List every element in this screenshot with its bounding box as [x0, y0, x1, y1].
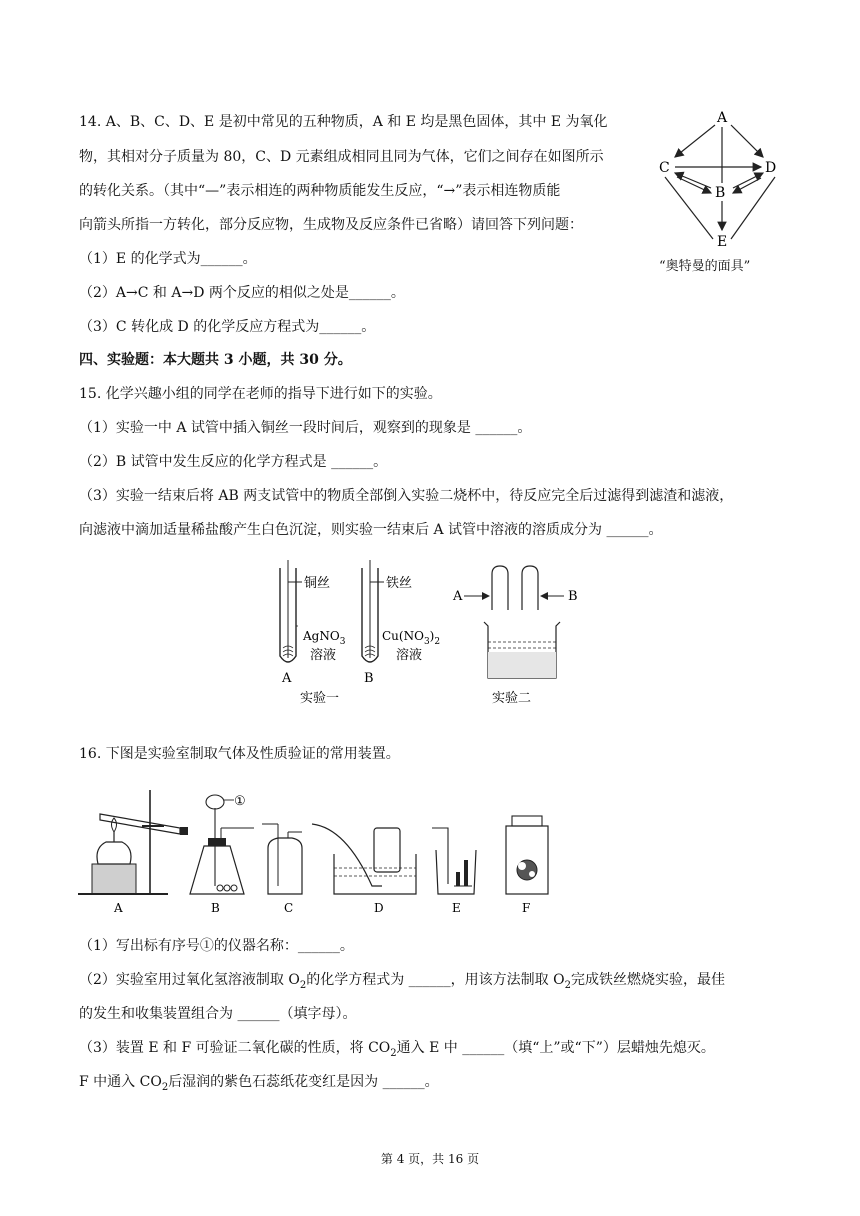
page-footer: 第 4 页，共 16 页 [380, 1152, 480, 1166]
cuno3-sub2: 2 [434, 637, 441, 647]
svg-text:AgNO3 [302, 629, 346, 647]
apparatus-f-label: F [522, 901, 531, 915]
apparatus-a-label: A [114, 901, 123, 915]
q15-question-2: （2）B 试管中发生反应的化学方程式是 ______。 [79, 454, 388, 470]
agno3-sub: 3 [339, 637, 346, 647]
subscript-2: 2 [564, 979, 571, 991]
node-e: E [717, 234, 728, 250]
q14-relation-diagram [655, 105, 795, 285]
apparatus-e-label: E [452, 901, 461, 915]
arrow-b-label: B [568, 589, 578, 604]
q16-q2-part-b: 的化学方程式为 ______，用该方法制取 O [306, 972, 565, 988]
arrow-a-label: A [453, 589, 463, 604]
q14-line-2: 物，其相对分子质量为 80，C、D 元素组成相同且同为气体，它们之间存在如图所示 [79, 149, 604, 165]
q16-question-2-cont: 的发生和收集装置组合为 ______（填字母）。 [79, 1006, 357, 1022]
diagram-caption: “奥特曼的面具” [659, 259, 751, 274]
q14-line-1: 14. A、B、C、D、E 是初中常见的五种物质，A 和 E 均是黑色固体，其中 E 为氧化 [79, 114, 608, 130]
q16-q3-part-d: 后湿润的紫色石蕊纸花变红是因为 ______。 [168, 1074, 439, 1090]
node-a: A [717, 110, 728, 126]
apparatus-d-label: D [374, 901, 384, 915]
node-d: D [765, 160, 777, 176]
q16-q3-part-b: 通入 E 中 ______（填“上”或“下”）层蜡烛先熄灭。 [396, 1040, 715, 1056]
experiment-2-label: 实验二 [492, 691, 532, 706]
q16-q3-part-a: （3）装置 E 和 F 可验证二氧化碳的性质，将 CO [79, 1040, 391, 1056]
tube-b-label: B [364, 671, 374, 686]
subscript-2: 2 [390, 1047, 397, 1059]
apparatus-b-label: B [211, 901, 220, 915]
q15-experiment-figure [270, 560, 600, 710]
q14-line-3: 的转化关系。（其中“—”表示相连的两种物质能发生反应，“→”表示相连物质能 [79, 183, 561, 199]
q15-question-1: （1）实验一中 A 试管中插入铜丝一段时间后，观察到的现象是 ______。 [79, 420, 532, 436]
solution-a-label: 溶液 [310, 648, 337, 663]
q14-question-1: （1）E 的化学式为______。 [79, 251, 257, 267]
q16-apparatus-figure [76, 788, 566, 918]
q16-q3-part-c: F 中通入 CO [79, 1074, 162, 1090]
q15-intro: 15. 化学兴趣小组的同学在老师的指导下进行如下的实验。 [79, 386, 442, 402]
apparatus-c-label: C [284, 901, 294, 915]
q15-question-3: （3）实验一结束后将 AB 两支试管中的物质全部倒入实验二烧杯中，待反应完全后过滤得到滤渣和滤液， [79, 488, 734, 504]
copper-wire-label: 铜丝 [304, 576, 331, 591]
q16-question-1: （1）写出标有序号①的仪器名称：______。 [79, 938, 354, 954]
section-heading: 四、实验题：本大题共 3 小题，共 30 分。 [79, 352, 352, 368]
q14-line-4: 向箭头所指一方转化，部分反应物，生成物及反应条件已省略）请回答下列问题： [79, 217, 583, 233]
subscript-2: 2 [161, 1081, 169, 1093]
cuno3-sub1: 3 [423, 637, 430, 647]
q14-question-2: （2）A→C 和 A→D 两个反应的相似之处是______。 [79, 285, 405, 301]
agno3-label: AgNO [303, 629, 340, 643]
node-c: C [659, 160, 670, 176]
cuno3-label: Cu(NO [382, 629, 424, 643]
experiment-1-label: 实验一 [300, 691, 340, 706]
iron-wire-label: 铁丝 [386, 576, 413, 591]
tube-a-label: A [282, 671, 292, 686]
cuno3-close: ) [429, 629, 435, 643]
q14-question-3: （3）C 转化成 D 的化学反应方程式为______。 [79, 319, 376, 335]
subscript-2: 2 [299, 979, 307, 991]
solution-b-label: 溶液 [396, 648, 423, 663]
q15-question-3-cont: 向滤液中滴加适量稀盐酸产生白色沉淀，则实验一结束后 A 试管中溶液的溶质成分为 ______。 [79, 522, 663, 538]
q16-question-2 [79, 970, 725, 996]
q16-intro: 16. 下图是实验室制取气体及性质验证的常用装置。 [79, 746, 400, 762]
q16-q2-part-a: （2）实验室用过氧化氢溶液制取 O [79, 972, 300, 988]
q16-question-3 [79, 1038, 715, 1064]
svg-text:Cu(NO3)2 [382, 629, 440, 647]
marker-1: ① [234, 794, 246, 809]
node-b: B [715, 185, 726, 201]
q16-q2-part-c: 完成铁丝燃烧实验，最佳 [570, 972, 725, 988]
q16-question-3-cont [79, 1072, 439, 1098]
